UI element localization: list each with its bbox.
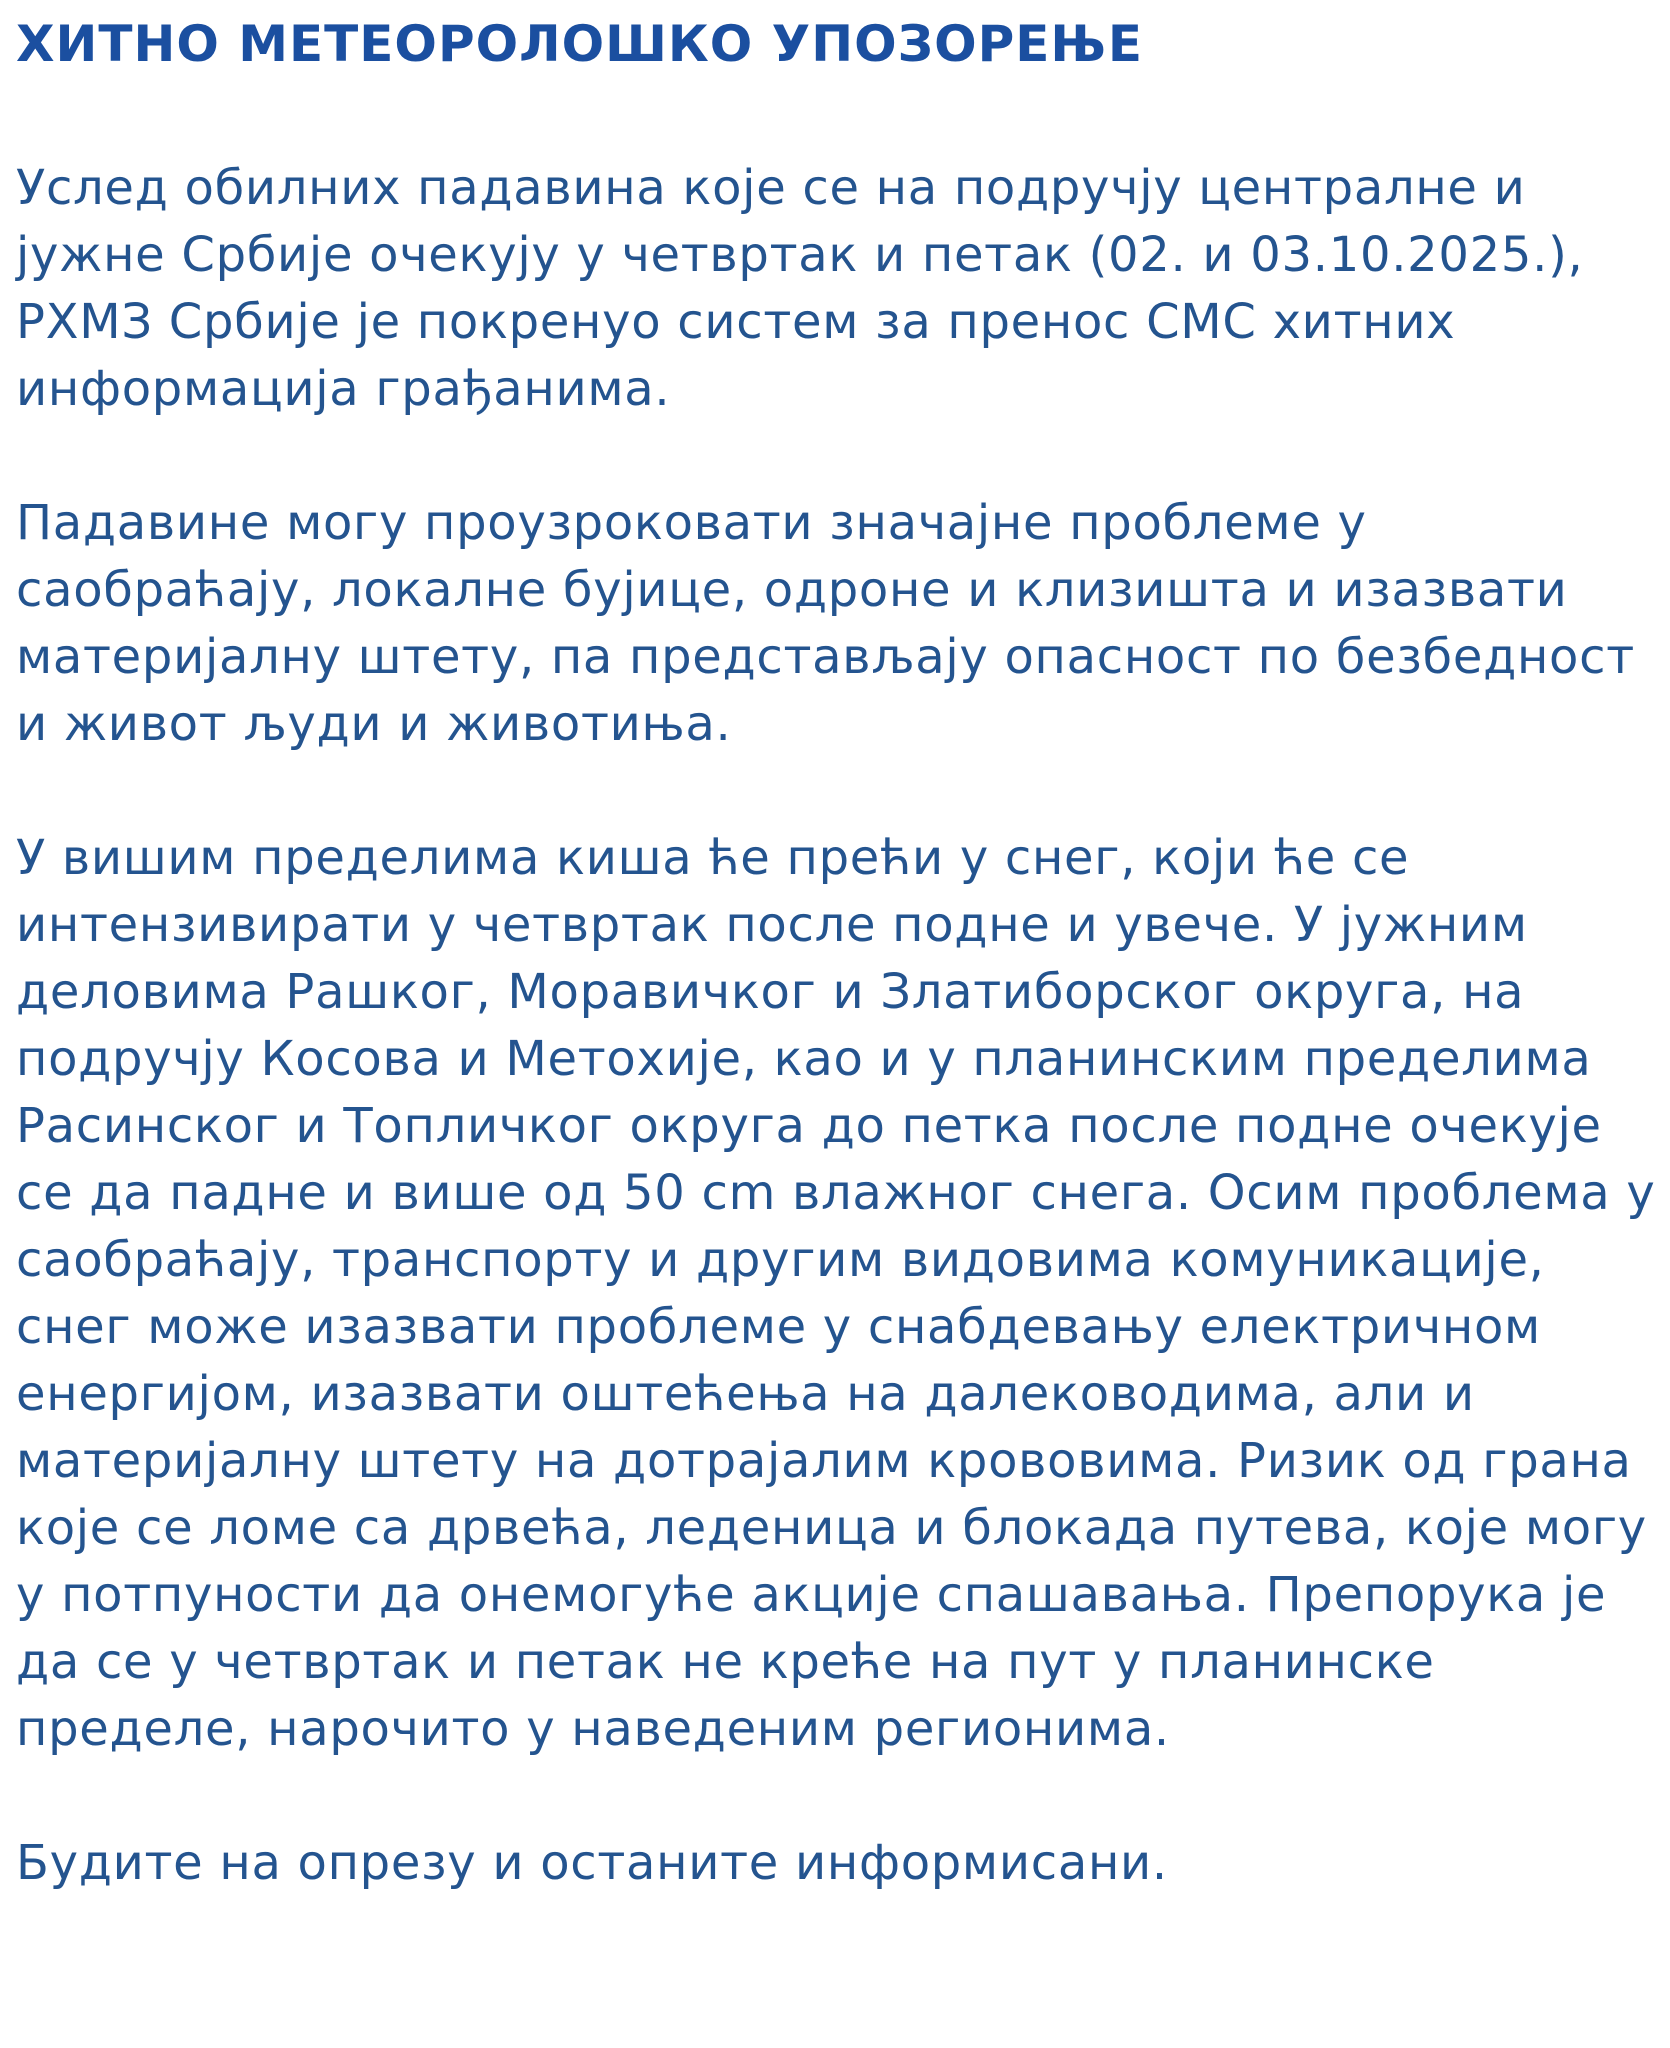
paragraph-sms-alert: Услед обилних падавина које се на подручју централне и јужне Србије очекују у четвртак и петак (02. и 03.10.2025.), РХМЗ Србије је покренуо систем за пренос СМС хитних информација грађанима.	[16, 160, 1584, 417]
paragraph-stay-informed: Будите на опрезу и останите информисани.	[16, 1835, 1168, 1891]
weather-warning-document	[16, 0, 1660, 1897]
paragraph-snow-forecast: У вишим пределима киша ће прећи у снег, који ће се интензивирати у четвртак после подне и увече. У јужним деловима Рашког, Моравичког и Златиборског округа, на подручју Косова и Метохије, као и у планинским пределима Расинског и Топличког округа до петка после подне очекује се да падне и више од 50 cm влажног снега. Осим проблема у саобраћају, транспорту и другим видовима комуникације, снег може изазвати проблеме у снабдевању електричном енергијом, изазвати оштећења на далеководима, али и материјалну штету на дотрајалим крововима. Ризик од грана које се ломе са дрвећа, леденица и блокада путева, које могу у потпуности да онемогуће акције спашавања. Препорука је да се у четвртак и петак не креће на пут у планинске пределе, нарочито у наведеним регионима.	[16, 830, 1656, 1757]
paragraph-hazards: Падавине могу проузроковати значајне проблеме у саобраћају, локалне бујице, одроне и клизишта и изазвати материјалну штету, па представљају опасност по безбедност и живот људи и животиња.	[16, 495, 1635, 752]
page-title: ХИТНО МЕТЕОРОЛОШКО УПОЗОРЕЊЕ	[16, 15, 1144, 73]
